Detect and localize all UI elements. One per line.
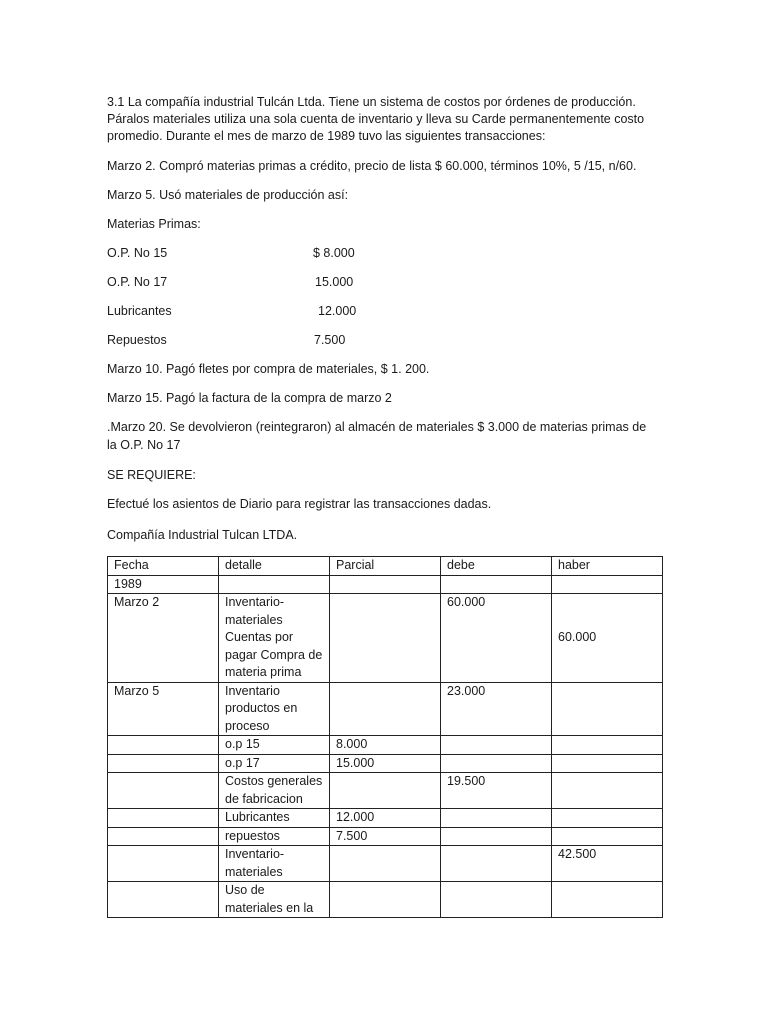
table-header-row [108, 557, 663, 576]
header-parcial: Parcial [330, 557, 441, 576]
table-row [108, 575, 663, 594]
requirement-text: Efectué los asientos de Diario para registrar las transacciones dadas. [107, 497, 492, 511]
cell-parcial [330, 882, 441, 918]
cell-fecha [108, 754, 219, 773]
cell-detalle: Uso de materiales en la [219, 882, 330, 918]
cell-debe [441, 754, 552, 773]
cell-parcial: 7.500 [330, 827, 441, 846]
cell-detalle: Costos generales de fabricacion [219, 773, 330, 809]
cell-detalle: Inventario-materiales Cuentas por pagar Compra de materia prima [219, 594, 330, 683]
cell-debe [441, 575, 552, 594]
cell-debe: 19.500 [441, 773, 552, 809]
cell-parcial [330, 773, 441, 809]
table-row [108, 773, 663, 809]
cell-haber [552, 754, 663, 773]
cell-detalle: Inventario-materiales [219, 846, 330, 882]
cell-debe [441, 846, 552, 882]
transaction-marzo15: Marzo 15. Pagó la factura de la compra de marzo 2 [107, 391, 392, 405]
use-label: O.P. No 17 [107, 275, 168, 289]
cell-detalle: Inventario productos en proceso [219, 682, 330, 736]
use-amount: 12.000 [318, 304, 357, 318]
cell-fecha [108, 827, 219, 846]
cell-debe: 23.000 [441, 682, 552, 736]
cell-debe [441, 736, 552, 755]
cell-detalle [219, 575, 330, 594]
transaction-marzo5: Marzo 5. Usó materiales de producción así: [107, 188, 349, 202]
table-row [108, 882, 663, 918]
cell-haber [552, 773, 663, 809]
cell-haber [552, 682, 663, 736]
materias-primas-label: Materias Primas: [107, 217, 201, 231]
header-detalle: detalle [219, 557, 330, 576]
header-fecha: Fecha [108, 557, 219, 576]
cell-haber [552, 882, 663, 918]
use-amount: 15.000 [315, 275, 354, 289]
use-label: O.P. No 15 [107, 246, 168, 260]
cell-haber: 42.500 [552, 846, 663, 882]
use-amount: 7.500 [314, 333, 346, 347]
cell-fecha [108, 846, 219, 882]
cell-fecha: Marzo 2 [108, 594, 219, 683]
cell-debe [441, 882, 552, 918]
table-row [108, 682, 663, 736]
cell-detalle: o.p 15 [219, 736, 330, 755]
company-title: Compañía Industrial Tulcan LTDA. [107, 528, 298, 542]
cell-debe [441, 809, 552, 828]
cell-fecha [108, 882, 219, 918]
cell-debe: 60.000 [441, 594, 552, 683]
use-label: Repuestos [107, 333, 167, 347]
cell-parcial [330, 594, 441, 683]
transaction-marzo10: Marzo 10. Pagó fletes por compra de materiales, $ 1. 200. [107, 362, 430, 376]
cell-detalle: o.p 17 [219, 754, 330, 773]
cell-parcial: 8.000 [330, 736, 441, 755]
table-row [108, 754, 663, 773]
journal-table [107, 556, 663, 918]
cell-fecha [108, 773, 219, 809]
cell-haber [552, 809, 663, 828]
cell-haber [552, 827, 663, 846]
header-haber: haber [552, 557, 663, 576]
cell-parcial [330, 575, 441, 594]
cell-haber [552, 575, 663, 594]
cell-fecha [108, 809, 219, 828]
use-label: Lubricantes [107, 304, 172, 318]
transaction-marzo20-cont: la O.P. No 17 [107, 438, 181, 452]
cell-detalle: Lubricantes [219, 809, 330, 828]
cell-debe [441, 827, 552, 846]
cell-fecha: 1989 [108, 575, 219, 594]
table-row [108, 809, 663, 828]
table-row [108, 594, 663, 683]
intro-line: 3.1 La compañía industrial Tulcán Ltda. Tiene un sistema de costos por órdenes de producción. [107, 95, 636, 109]
cell-haber: 60.000 [552, 594, 663, 683]
header-debe: debe [441, 557, 552, 576]
cell-parcial [330, 682, 441, 736]
intro-line: Páralos materiales utiliza una sola cuenta de inventario y lleva su Carde permanentemente costo [107, 112, 645, 126]
cell-fecha: Marzo 5 [108, 682, 219, 736]
intro-line: promedio. Durante el mes de marzo de 1989 tuvo las siguientes transacciones: [107, 129, 546, 143]
table-row [108, 846, 663, 882]
transaction-marzo2: Marzo 2. Compró materias primas a crédito, precio de lista $ 60.000, términos 10%, 5 /15, n/60. [107, 159, 637, 173]
table-row [108, 827, 663, 846]
cell-parcial: 12.000 [330, 809, 441, 828]
table-row [108, 736, 663, 755]
transaction-marzo20: .Marzo 20. Se devolvieron (reintegraron) al almacén de materiales $ 3.000 de materias primas de [107, 420, 647, 434]
cell-parcial: 15.000 [330, 754, 441, 773]
cell-haber [552, 736, 663, 755]
cell-fecha [108, 736, 219, 755]
se-requiere-heading: SE REQUIERE: [107, 468, 196, 482]
use-amount: $ 8.000 [313, 246, 355, 260]
cell-parcial [330, 846, 441, 882]
cell-detalle: repuestos [219, 827, 330, 846]
